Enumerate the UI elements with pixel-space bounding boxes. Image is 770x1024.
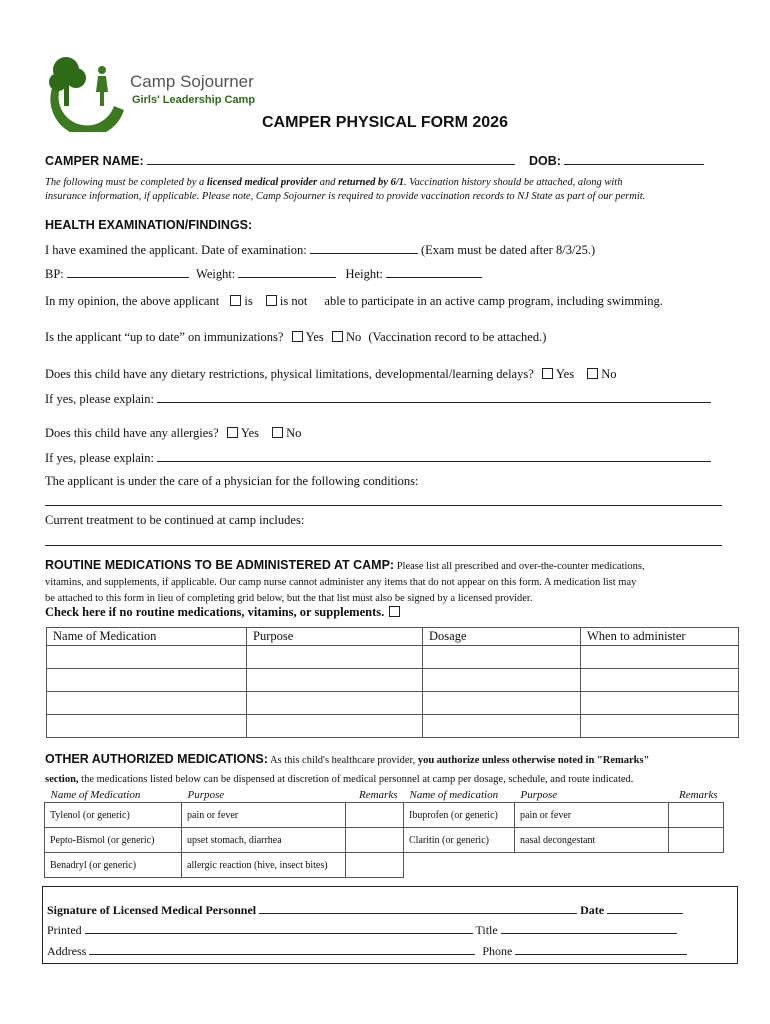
table-cell: Benadryl (or generic) [45,853,182,878]
column-header: Name of Medication [50,788,141,801]
weight-label: Weight: [196,267,236,281]
table-cell[interactable] [423,646,581,669]
treatment-label: Current treatment to be continued at camp includes: [45,513,305,527]
immunization-no-label: No [345,330,362,344]
no-routine-label: Check here if no routine medications, vitamins, or supplements. [45,605,385,619]
dietary-row [45,367,617,382]
dietary-no-checkbox[interactable] [587,368,598,379]
table-cell [515,853,669,878]
intro-bold-1: licensed medical provider [206,177,318,188]
other-bold-2: section, [45,774,79,785]
opinion-row [45,294,663,309]
camper-name-row [45,153,515,168]
table-header-row [47,628,739,646]
routine-text-1: Please list all prescribed and over-the-counter medications, [394,561,645,572]
table-cell: Pepto-Bismol (or generic) [45,828,182,853]
bp-label: BP: [45,267,64,281]
column-header: Purpose [520,788,558,801]
allergy-yes-checkbox[interactable] [227,427,238,438]
allergy-explain-field[interactable] [157,450,711,462]
phone-field[interactable] [515,943,687,955]
remarks-cell[interactable] [669,828,724,853]
signature-row [47,902,683,918]
dietary-question: Does this child have any dietary restrictions, physical limitations, developmental/learning delays? [45,367,534,381]
exam-date-label: I have examined the applicant. Date of examination: [45,243,307,257]
opinion-label: In my opinion, the above applicant [45,294,220,308]
table-cell: allergic reaction (hive, insect bites) [182,853,346,878]
routine-heading: ROUTINE MEDICATIONS TO BE ADMINISTERED AT CAMP: [45,558,395,572]
table-cell[interactable] [423,692,581,715]
address-label: Address [47,944,87,958]
allergy-no-checkbox[interactable] [272,427,283,438]
table-cell[interactable] [247,692,423,715]
table-cell[interactable] [581,715,739,738]
dob-label: DOB: [529,154,561,168]
table-cell: pain or fever [182,803,346,828]
camper-name-label: CAMPER NAME: [45,154,144,168]
column-header: Name of medication [409,788,499,801]
logo-name: Camp Sojourner [130,72,254,91]
opinion-continuation: able to participate in an active camp program, including swimming. [324,294,663,308]
is-checkbox[interactable] [230,295,241,306]
table-cell[interactable] [247,669,423,692]
column-header: Dosage [423,628,581,646]
intro-text [45,176,645,204]
routine-section-text [45,558,645,606]
dietary-explain-row [45,391,711,407]
remarks-cell[interactable] [346,828,404,853]
column-header: Purpose [187,788,225,801]
remarks-cell[interactable] [346,853,404,878]
table-header-row [45,787,724,803]
intro-bold-2: returned by 6/1 [338,177,405,188]
table-cell: Claritin (or generic) [404,828,515,853]
table-cell[interactable] [47,692,247,715]
intro-text-1: The following must be completed by a [45,177,207,188]
table-row [47,669,739,692]
other-medications-table [44,787,724,878]
remarks-cell[interactable] [669,803,724,828]
bp-field[interactable] [67,266,189,278]
other-text-1: As this child's healthcare provider, [267,755,418,766]
table-cell[interactable] [581,669,739,692]
intro-text-3: . Vaccination history should be attached, along with [404,177,623,188]
table-row [45,803,724,828]
column-header: Purpose [247,628,423,646]
routine-medications-table [46,627,739,738]
table-cell: upset stomach, diarrhea [182,828,346,853]
address-row [47,943,687,959]
physician-conditions-field[interactable] [45,505,722,506]
intro-text-2: and [317,177,339,188]
other-text-2: the medications listed below can be dispensed at discretion of medical personnel at camp per dosage, schedule, and route indicated. [78,774,634,785]
intro-text-4: insurance information, if applicable. Please note, Camp Sojourner is required to provide vaccination records to NJ State as part of our permit. [45,191,646,202]
signature-field[interactable] [259,902,577,914]
table-row [45,828,724,853]
table-cell[interactable] [247,715,423,738]
table-row [47,646,739,669]
table-cell [669,853,724,878]
height-field[interactable] [386,266,482,278]
table-row [47,692,739,715]
dietary-yes-checkbox[interactable] [542,368,553,379]
vitals-row [45,266,482,282]
weight-field[interactable] [238,266,336,278]
table-cell[interactable] [47,646,247,669]
remarks-cell[interactable] [346,803,404,828]
signature-date-field[interactable] [607,902,683,914]
exam-date-field[interactable] [310,242,418,254]
table-cell[interactable] [247,646,423,669]
immunization-no-checkbox[interactable] [332,331,343,342]
immunization-row [45,330,546,345]
immunization-note: (Vaccination record to be attached.) [368,330,547,344]
immunization-yes-checkbox[interactable] [292,331,303,342]
phone-label: Phone [482,944,513,958]
dob-row [529,153,704,168]
exam-date-row [45,242,595,258]
table-cell[interactable] [423,715,581,738]
dietary-explain-field[interactable] [157,391,711,403]
allergy-question: Does this child have any allergies? [45,426,219,440]
logo-tagline: Girls' Leadership Camp [132,94,256,106]
table-cell[interactable] [47,715,247,738]
dietary-explain-label: If yes, please explain: [45,392,154,406]
is-label: is [244,294,253,308]
table-cell: nasal decongestant [515,828,669,853]
allergy-row [45,426,301,441]
dietary-yes-label: Yes [555,367,575,381]
form-title: CAMPER PHYSICAL FORM 2026 [262,114,508,131]
signature-date-label: Date [580,903,605,917]
allergy-explain-label: If yes, please explain: [45,451,154,465]
column-header: Name of Medication [47,628,247,646]
column-header: Remarks [679,788,718,801]
dietary-no-label: No [601,367,617,381]
table-row [47,715,739,738]
table-cell[interactable] [423,669,581,692]
column-header: Remarks [359,788,398,801]
other-section-text [45,750,649,788]
immunization-question: Is the applicant “up to date” on immunizations? [45,330,284,344]
is-not-label: is not [279,294,308,308]
dob-field[interactable] [564,153,704,165]
title-label: Title [475,923,498,937]
is-not-checkbox[interactable] [266,295,277,306]
routine-text-2: vitamins, and supplements, if applicable. Our camp nurse cannot administer any items that do not appear on this form. A medication list may [45,577,637,588]
title-field[interactable] [501,922,677,934]
other-heading: OTHER AUTHORIZED MEDICATIONS: [45,752,268,766]
table-cell[interactable] [581,646,739,669]
allergy-no-label: No [286,426,302,440]
camper-name-field[interactable] [147,153,515,165]
treatment-field[interactable] [45,545,722,546]
routine-text-3: be attached to this form in lieu of completing grid below, but the that list must also be signed by a licensed provider. [45,593,533,604]
address-field[interactable] [89,943,475,955]
printed-row [47,922,677,938]
printed-label: Printed [47,923,82,937]
table-cell [404,853,515,878]
table-cell: pain or fever [515,803,669,828]
health-heading: HEALTH EXAMINATION/FINDINGS: [45,218,253,232]
printed-name-field[interactable] [85,922,473,934]
physician-label: The applicant is under the care of a physician for the following conditions: [45,474,419,488]
table-cell: Ibuprofen (or generic) [404,803,515,828]
exam-date-note: (Exam must be dated after 8/3/25.) [420,243,596,257]
column-header: When to administer [581,628,739,646]
no-routine-row [45,605,403,620]
table-cell: Tylenol (or generic) [45,803,182,828]
table-cell[interactable] [581,692,739,715]
table-row [45,853,724,878]
signature-label: Signature of Licensed Medical Personnel [47,903,257,917]
other-bold-1: you authorize unless otherwise noted in "Remarks" [417,755,650,766]
no-routine-checkbox[interactable] [389,606,400,617]
allergy-yes-label: Yes [240,426,260,440]
allergy-explain-row [45,450,711,466]
immunization-yes-label: Yes [305,330,324,344]
height-label: Height: [345,267,384,281]
table-cell[interactable] [47,669,247,692]
